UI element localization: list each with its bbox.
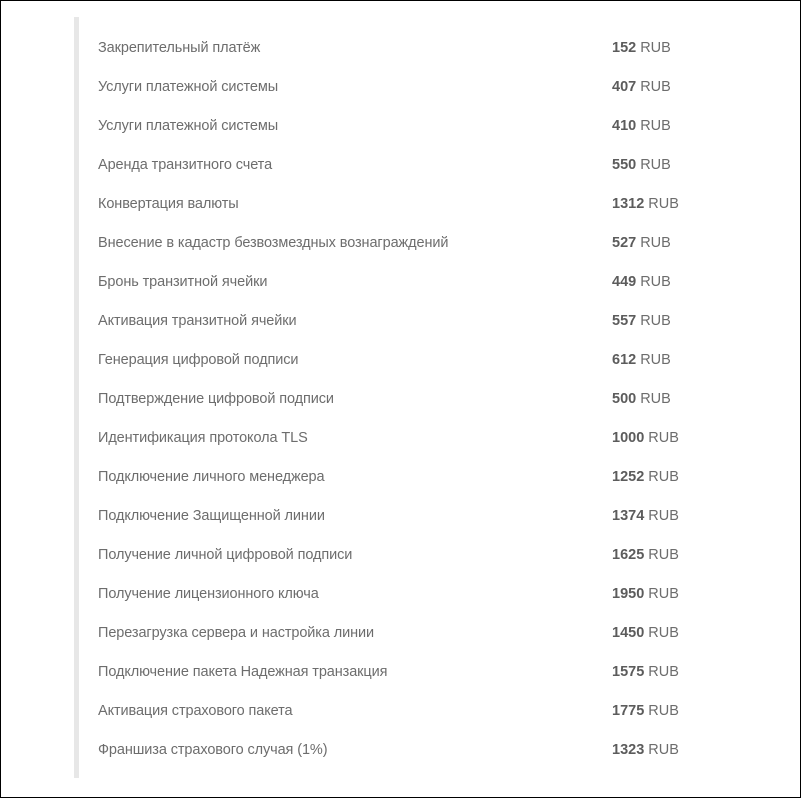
- fee-name: Услуги платежной системы: [98, 78, 279, 95]
- fee-name: Генерация цифровой подписи: [98, 351, 299, 368]
- fee-row-10: [97, 379, 677, 418]
- fee-row-19: [97, 730, 677, 769]
- fee-amount: 500: [612, 390, 637, 407]
- fee-amount: 407: [612, 78, 637, 95]
- fee-currency: RUB: [648, 624, 679, 641]
- fee-row-6: [97, 223, 677, 262]
- fee-currency: RUB: [640, 78, 671, 95]
- fee-amount: 557: [612, 312, 637, 329]
- fee-name: Подключение Защищенной линии: [98, 507, 325, 524]
- fee-row-16: [97, 613, 677, 652]
- fee-currency: RUB: [648, 585, 679, 602]
- fee-name: Перезагрузка сервера и настройка линии: [98, 624, 375, 641]
- fee-list-panel: [74, 17, 694, 778]
- fee-row-1: [97, 28, 677, 67]
- fee-amount: 1775: [612, 702, 645, 719]
- fee-currency: RUB: [648, 468, 679, 485]
- fee-row-2: [97, 67, 677, 106]
- fee-name: Активация страхового пакета: [98, 702, 293, 719]
- fee-row-8: [97, 301, 677, 340]
- fee-name: Подтверждение цифровой подписи: [98, 390, 334, 407]
- fee-amount: 1950: [612, 585, 645, 602]
- fee-amount: 550: [612, 156, 637, 173]
- fee-row-11: [97, 418, 677, 457]
- fee-name: Закрепительный платёж: [98, 39, 261, 56]
- fee-amount: 1374: [612, 507, 645, 524]
- fee-name: Услуги платежной системы: [98, 117, 279, 134]
- fee-currency: RUB: [648, 663, 679, 680]
- fee-price: [612, 508, 679, 524]
- fee-currency: RUB: [640, 117, 671, 134]
- fee-currency: RUB: [648, 507, 679, 524]
- fee-row-12: [97, 457, 677, 496]
- fee-amount: 1323: [612, 741, 645, 758]
- fee-name: Аренда транзитного счета: [98, 156, 273, 173]
- fee-price: [612, 235, 671, 251]
- fee-row-14: [97, 535, 677, 574]
- fee-name: Подключение пакета Надежная транзакция: [98, 663, 388, 680]
- fee-amount: 1312: [612, 195, 645, 212]
- fee-price: [612, 391, 671, 407]
- fee-price: [612, 664, 679, 680]
- fee-row-7: [97, 262, 677, 301]
- fee-currency: RUB: [648, 546, 679, 563]
- fee-name: Получение лицензионного ключа: [98, 585, 319, 602]
- fee-currency: RUB: [648, 195, 679, 212]
- fee-currency: RUB: [640, 390, 671, 407]
- fee-amount: 1625: [612, 546, 645, 563]
- fee-currency: RUB: [640, 312, 671, 329]
- fee-row-17: [97, 652, 677, 691]
- fee-name: Внесение в кадастр безвозмездных вознаграждений: [98, 234, 449, 251]
- fee-amount: 1252: [612, 468, 645, 485]
- fee-price: [612, 586, 679, 602]
- fee-amount: 152: [612, 39, 637, 56]
- fee-currency: RUB: [640, 156, 671, 173]
- fee-row-18: [97, 691, 677, 730]
- fee-price: [612, 742, 679, 758]
- fee-currency: RUB: [640, 39, 671, 56]
- fee-currency: RUB: [640, 351, 671, 368]
- fee-name: Подключение личного менеджера: [98, 468, 325, 485]
- fee-row-4: [97, 145, 677, 184]
- fee-currency: RUB: [640, 234, 671, 251]
- fee-price: [612, 40, 671, 56]
- fee-row-3: [97, 106, 677, 145]
- fee-amount: 410: [612, 117, 637, 134]
- fee-name: Активация транзитной ячейки: [98, 312, 297, 329]
- fee-amount: 612: [612, 351, 637, 368]
- fee-price: [612, 625, 679, 641]
- fee-row-15: [97, 574, 677, 613]
- fee-currency: RUB: [640, 273, 671, 290]
- fee-name: Конвертация валюты: [98, 195, 239, 212]
- fee-price: [612, 196, 679, 212]
- fee-price: [612, 430, 679, 446]
- fee-price: [612, 313, 671, 329]
- fee-name: Бронь транзитной ячейки: [98, 273, 268, 290]
- fee-list: [97, 28, 677, 769]
- fee-price: [612, 79, 671, 95]
- fee-currency: RUB: [648, 702, 679, 719]
- fee-price: [612, 274, 671, 290]
- fee-row-13: [97, 496, 677, 535]
- fee-price: [612, 352, 671, 368]
- fee-amount: 1450: [612, 624, 645, 641]
- fee-name: Идентификация протокола TLS: [98, 429, 308, 446]
- fee-currency: RUB: [648, 429, 679, 446]
- fee-price: [612, 703, 679, 719]
- fee-name: Франшиза страхового случая (1%): [98, 741, 328, 758]
- fee-row-9: [97, 340, 677, 379]
- fee-price: [612, 547, 679, 563]
- fee-amount: 1000: [612, 429, 645, 446]
- fee-amount: 1575: [612, 663, 645, 680]
- fee-price: [612, 157, 671, 173]
- fee-currency: RUB: [648, 741, 679, 758]
- fee-row-5: [97, 184, 677, 223]
- fee-price: [612, 469, 679, 485]
- fee-price: [612, 118, 671, 134]
- fee-amount: 527: [612, 234, 637, 251]
- fee-amount: 449: [612, 273, 637, 290]
- fee-name: Получение личной цифровой подписи: [98, 546, 353, 563]
